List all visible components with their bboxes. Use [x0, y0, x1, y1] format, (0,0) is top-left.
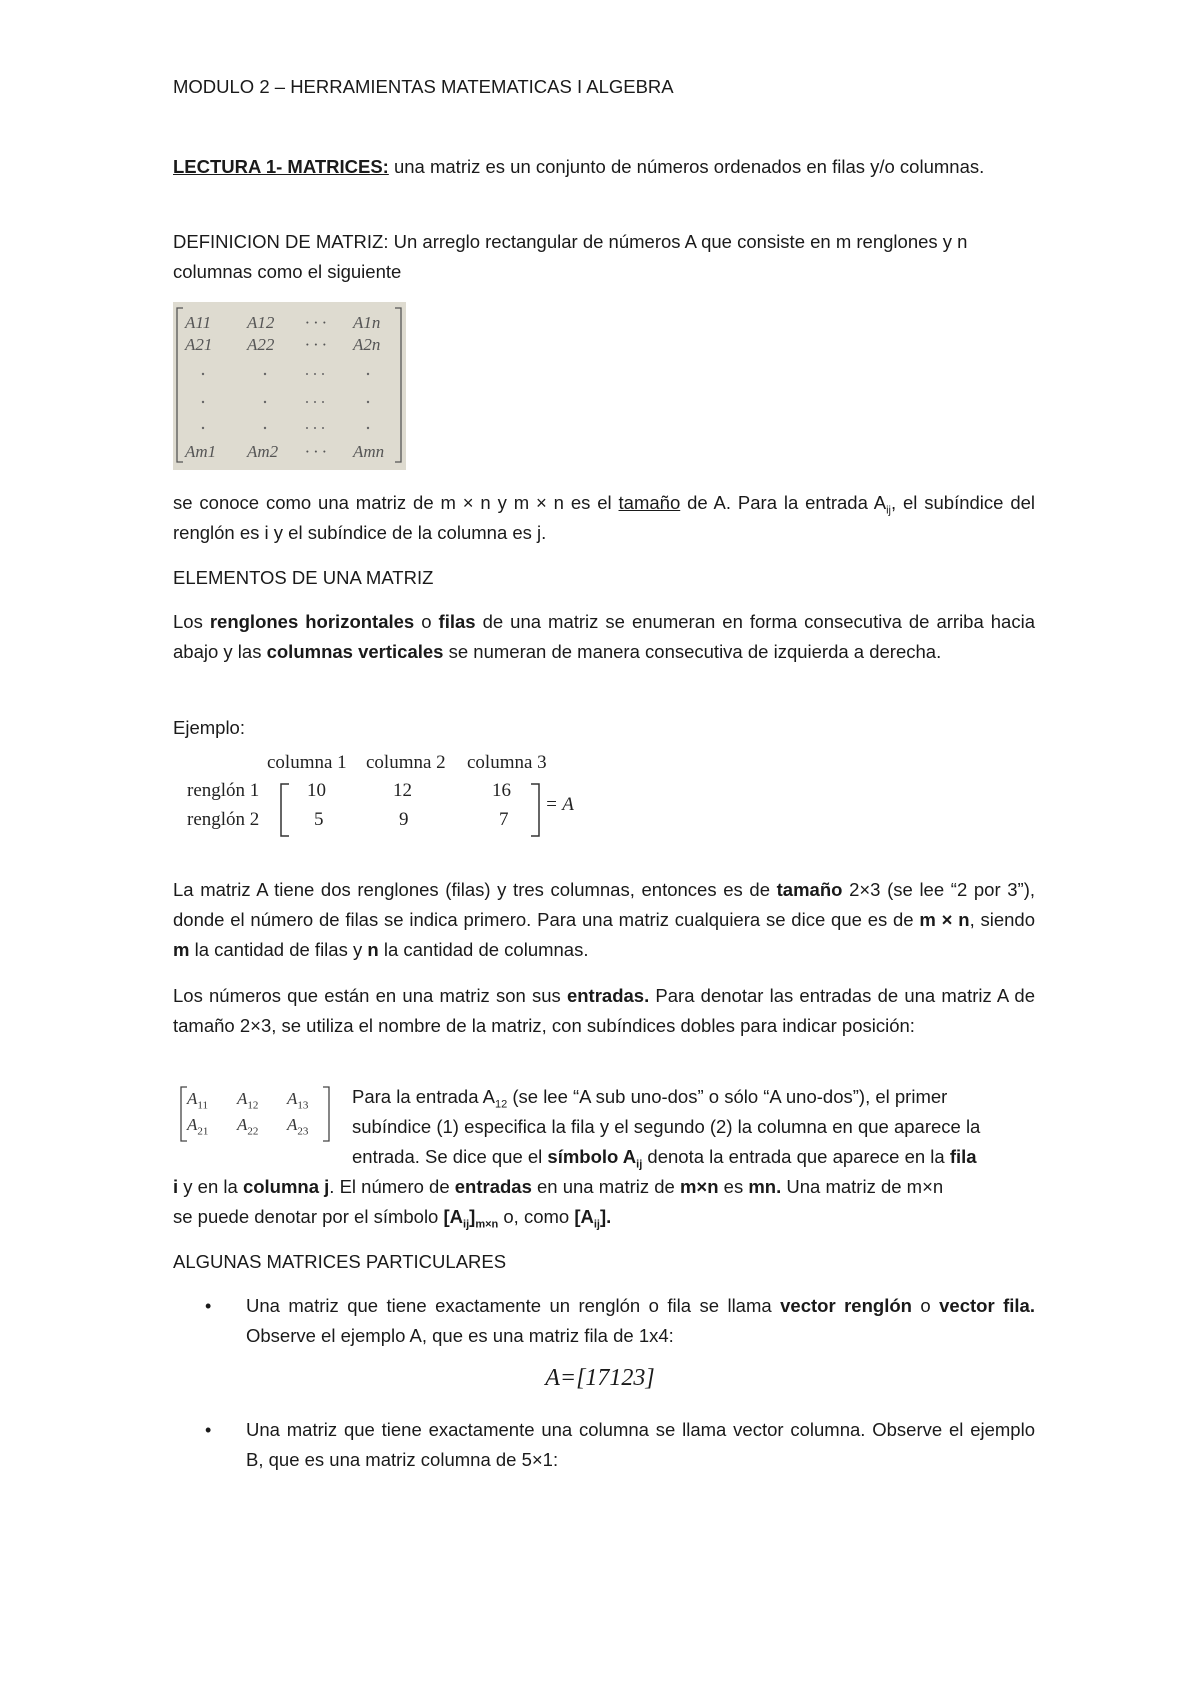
- matrix-entry: A12: [247, 313, 275, 332]
- matrix-entry: 10: [307, 780, 326, 801]
- size-paragraph: se conoce como una matriz de m × n y m × n es el tamaño de A. Para la entrada $A_{ij}$, el subíndice del renglón es i y el subíndice de la columna es j.: [173, 492, 1036, 543]
- generic-matrix-svg: [173, 302, 406, 470]
- elementos-title: ELEMENTOS DE UNA MATRIZ: [173, 567, 434, 588]
- equals-a: = A: [545, 794, 574, 815]
- column-header: columna 2: [366, 752, 446, 773]
- entradas-paragraph: Los números que están en una matriz son sus entradas. Para denotar las entradas de una matriz A de tamaño 2×3, se utiliza el nombre de la matriz, con subíndices dobles para indicar posición:: [173, 985, 1035, 1036]
- right-bracket: [395, 308, 401, 462]
- lectura-text: una matriz es un conjunto de números ordenados en filas y/o columnas.: [388, 156, 985, 177]
- matrix-entry: · · ·: [305, 313, 327, 332]
- matrix-entry: 16: [492, 780, 511, 801]
- matrix-entry: 5: [314, 809, 324, 830]
- column-header: columna 1: [267, 752, 347, 773]
- matrix-entry: A1n: [353, 313, 381, 332]
- row-label: renglón 2: [187, 809, 260, 830]
- vertical-dots: [202, 373, 369, 429]
- generic-matrix-figure: [173, 302, 406, 470]
- matrix-entry: $A_{23}$: [287, 1115, 309, 1138]
- matrix-entry: $A_{21}$: [187, 1115, 209, 1138]
- left-bracket: [277, 782, 291, 838]
- example-matrix-figure: [185, 752, 605, 848]
- document-page: MODULO 2 – HERRAMIENTAS MATEMATICAS I ALGEBRA LECTURA 1- MATRICES: una matriz es un conjunto de números ordenados en filas y/o columnas. DEFINICION DE MATRIZ: Un arreglo rectangular de números A que consiste en m renglones y n columnas como el siguiente A11 A12 · · · A1n A21 A22 · · · A2n Am1 Am2 · · · Amn se conoce como una matriz de m × n y m × n es el tamaño de A. Para la entrada $A_{ij}$, el subíndice del renglón es i y el subíndice de la columna es j. ELEMENTOS DE UNA MATRIZ Los renglones horizontales o filas de una matriz se enumeran en forma consecutiva de arriba hacia abajo y las columnas verticales se numeran de manera consecutiva de izquierda a derecha. Ejemplo: columna 1 columna 2 columna 3 renglón 1 renglón 2 10 12 16 5 9 7 = A La matriz A tiene dos renglones (filas) y tres columnas, entonces es de tamaño 2×3 (se lee “2 por 3”), donde el número de filas se indica primero. Para una matriz cualquiera se dice que es de m × n, siendo m la cantidad de filas y n la cantidad de columnas. Los números que están en una matriz son sus entradas. Para denotar las entradas de una matriz A de tamaño 2×3, se utiliza el nombre de la matriz, con subíndices dobles para indicar posición: $A_{11}$ $A_{12}$ $A_{13}$ $A_{21}$ $A_{22}$ $A_{23}$ Para la entrada $A_{12}$ (se lee “A sub uno-dos” o sólo “A uno-dos”), el primer subíndice (1) especifica la fila y el segundo (2) la columna en que aparece la entrada. Se dice que el símbolo $A_{ij}$ denota la entrada que aparece en la fila i y en la columna j. El número de entradas en una matriz de m×n es mn. Una matriz de m×n se puede denotar por el símbolo $[A_{ij}]_{m\times n}$ o, como $[A_{ij}]$. ALGUNAS MATRICES PARTICULARES • Una matriz que tiene exactamente un renglón o fila se llama vector renglón o vector fila. Observe el ejemplo A, que es una matriz fila de 1x4: A=[17123] • Una matriz que tiene exactamente una columna se llama vector columna. Observe el ejemplo B, que es una matriz columna de 5×1:: [0, 0, 1200, 1696]
- bullet-item-vector-fila: Una matriz que tiene exactamente un renglón o fila se llama vector renglón o vector fila. Observe el ejemplo A, que es una matriz fila de 1x4:: [246, 1295, 1035, 1346]
- ejemplo-label: Ejemplo:: [173, 717, 245, 738]
- definicion-paragraph: DEFINICION DE MATRIZ: Un arreglo rectangular de números A que consiste en m renglones y n columnas como el siguiente: [173, 231, 968, 282]
- matrix-entry: Am1: [185, 442, 217, 461]
- bullet-item-vector-columna: Una matriz que tiene exactamente una columna se llama vector columna. Observe el ejemplo B, que es una matriz columna de 5×1:: [246, 1419, 1035, 1470]
- bullet-icon: •: [205, 1420, 212, 1440]
- small-matrix-figure: [179, 1085, 331, 1143]
- bullet-icon: •: [205, 1296, 212, 1316]
- right-bracket: [321, 1085, 331, 1143]
- matrix-entry: $A_{13}$: [287, 1089, 309, 1112]
- row-label: renglón 1: [187, 780, 260, 801]
- column-header: columna 3: [467, 752, 547, 773]
- matrix-entry: Amn: [353, 442, 385, 461]
- matrix-entry: 12: [393, 780, 412, 801]
- formula-vector-fila: A=[17123]: [545, 1365, 655, 1391]
- matrix-entry: $A_{12}$: [237, 1089, 259, 1112]
- elementos-paragraph: Los renglones horizontales o filas de una matriz se enumeran en forma consecutiva de arriba hacia abajo y las columnas verticales se numeran de manera consecutiva de izquierda a derecha.: [173, 611, 1035, 662]
- matrix-entry: · · ·: [305, 335, 327, 354]
- lectura-title: LECTURA 1- MATRICES:: [173, 156, 389, 177]
- matrix-entry: 7: [499, 809, 509, 830]
- matrix-entry: A2n: [353, 335, 381, 354]
- tamano-paragraph: La matriz A tiene dos renglones (filas) y tres columnas, entonces es de tamaño 2×3 (se lee “2 por 3”), donde el número de filas se indica primero. Para una matriz cualquiera se dice que es de m × n, siendo m la cantidad de filas y n la cantidad de columnas.: [173, 879, 1036, 960]
- matrix-entry: Am2: [247, 442, 279, 461]
- tamano-underlined: tamaño: [618, 492, 681, 513]
- matrix-entry: A21: [185, 335, 213, 354]
- matrix-entry: A11: [185, 313, 212, 332]
- left-bracket: [177, 308, 183, 462]
- right-bracket: [529, 782, 543, 838]
- matrix-entry: · · ·: [305, 442, 327, 461]
- lectura-paragraph: [173, 152, 1035, 182]
- matrix-entry: $A_{11}$: [187, 1089, 208, 1112]
- page-header: MODULO 2 – HERRAMIENTAS MATEMATICAS I ALGEBRA: [173, 76, 674, 97]
- matrix-entry: $A_{22}$: [237, 1115, 259, 1138]
- matrix-entry: A22: [247, 335, 275, 354]
- particulares-title: ALGUNAS MATRICES PARTICULARES: [173, 1251, 507, 1272]
- matrix-entry: 9: [399, 809, 409, 830]
